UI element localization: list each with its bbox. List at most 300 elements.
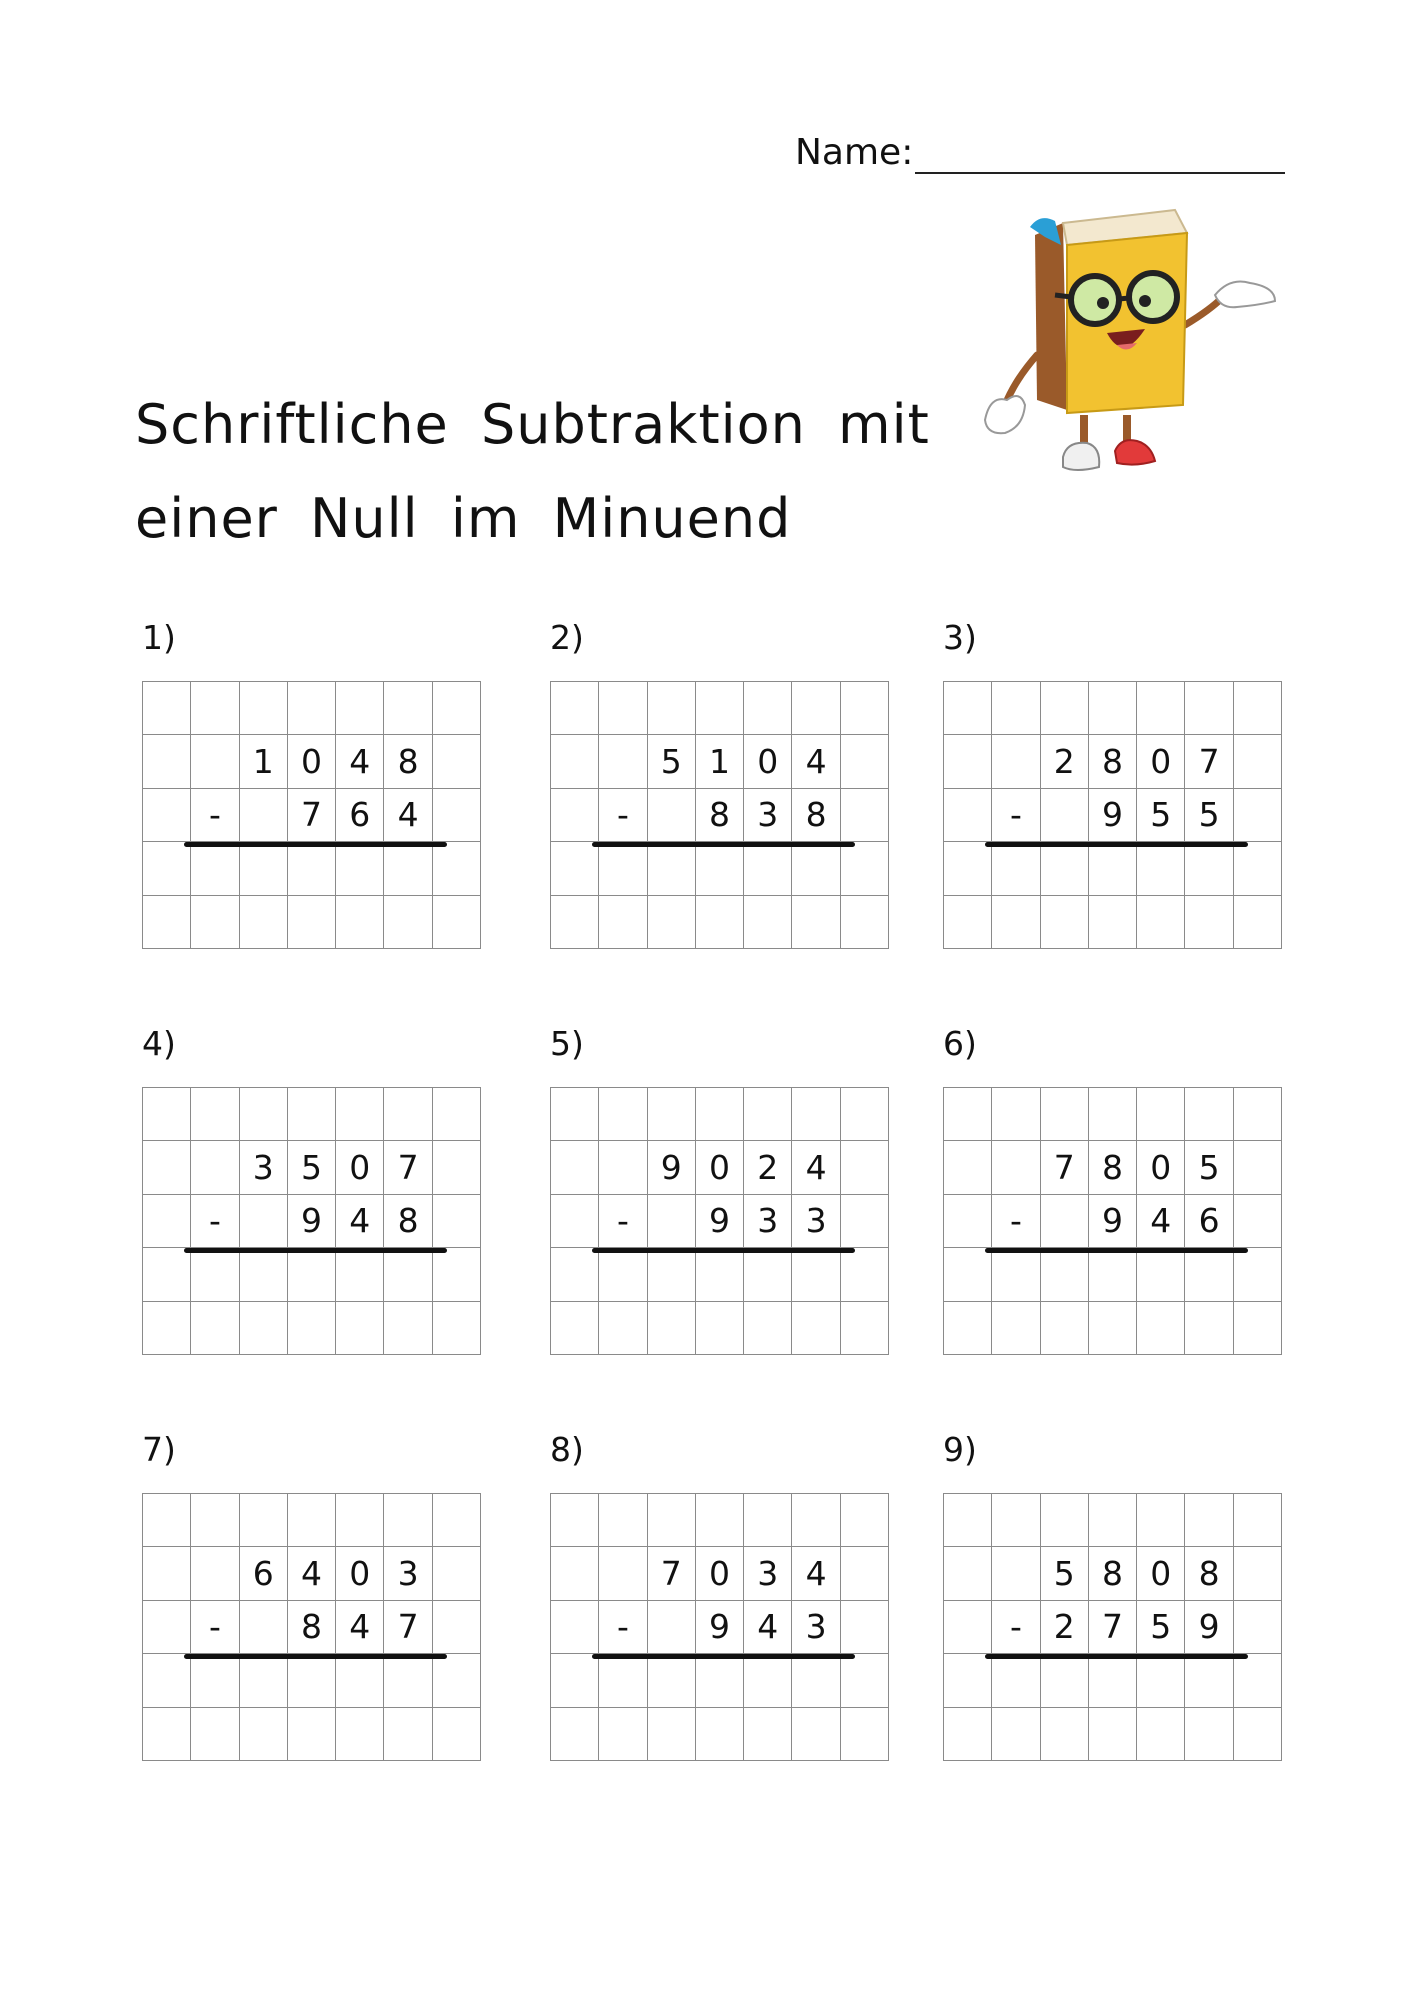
minuend-digit-cell[interactable]: 8 (1089, 1547, 1137, 1600)
subtrahend-digit-cell[interactable] (1041, 789, 1089, 842)
minuend-digit-cell[interactable] (944, 1141, 992, 1194)
answer-cell[interactable] (841, 1302, 889, 1355)
answer-cell[interactable] (551, 1248, 599, 1301)
answer-cell[interactable] (143, 1248, 191, 1301)
answer-cell[interactable] (744, 1654, 792, 1707)
minuend-digit-cell[interactable]: 0 (1137, 735, 1185, 788)
answer-cell[interactable] (143, 1302, 191, 1355)
answer-cell[interactable] (1234, 1248, 1282, 1301)
grid-cell[interactable] (696, 682, 744, 735)
subtrahend-digit-cell[interactable]: 9 (1089, 789, 1137, 842)
subtrahend-digit-cell[interactable]: 9 (288, 1195, 336, 1248)
minuend-digit-cell[interactable] (1234, 1141, 1282, 1194)
answer-cell[interactable] (599, 1708, 647, 1761)
minuend-digit-cell[interactable]: 2 (1041, 735, 1089, 788)
answer-cell[interactable] (1089, 896, 1137, 949)
answer-cell[interactable] (288, 1708, 336, 1761)
grid-cell[interactable] (944, 1494, 992, 1547)
answer-cell[interactable] (551, 1654, 599, 1707)
minuend-digit-cell[interactable]: 0 (288, 735, 336, 788)
minuend-digit-cell[interactable] (143, 1141, 191, 1194)
minuend-digit-cell[interactable]: 4 (792, 1141, 840, 1194)
subtrahend-digit-cell[interactable]: 9 (1185, 1601, 1233, 1654)
minuend-digit-cell[interactable] (433, 735, 481, 788)
subtrahend-digit-cell[interactable] (1234, 1195, 1282, 1248)
answer-cell[interactable] (696, 1248, 744, 1301)
minuend-digit-cell[interactable] (551, 1547, 599, 1600)
answer-cell[interactable] (1137, 1654, 1185, 1707)
minuend-digit-cell[interactable] (599, 735, 647, 788)
answer-cell[interactable] (1137, 1302, 1185, 1355)
answer-cell[interactable] (648, 896, 696, 949)
answer-cell[interactable] (336, 896, 384, 949)
answer-cell[interactable] (599, 1248, 647, 1301)
grid-cell[interactable] (1089, 682, 1137, 735)
answer-cell[interactable] (792, 1248, 840, 1301)
answer-cell[interactable] (944, 1248, 992, 1301)
answer-cell[interactable] (744, 1708, 792, 1761)
grid-cell[interactable] (792, 682, 840, 735)
minuend-digit-cell[interactable]: 7 (1041, 1141, 1089, 1194)
answer-cell[interactable] (744, 842, 792, 895)
grid-cell[interactable] (792, 1088, 840, 1141)
minuend-digit-cell[interactable]: 1 (696, 735, 744, 788)
subtrahend-digit-cell[interactable]: 7 (1089, 1601, 1137, 1654)
minus-sign-cell[interactable]: - (599, 1195, 647, 1248)
minuend-digit-cell[interactable] (433, 1141, 481, 1194)
subtrahend-digit-cell[interactable] (944, 789, 992, 842)
minus-sign-cell[interactable]: - (191, 789, 239, 842)
grid-cell[interactable] (1234, 1494, 1282, 1547)
grid-cell[interactable] (191, 1088, 239, 1141)
answer-cell[interactable] (944, 842, 992, 895)
grid-cell[interactable] (744, 682, 792, 735)
answer-cell[interactable] (336, 1302, 384, 1355)
grid-cell[interactable] (288, 682, 336, 735)
grid-cell[interactable] (841, 1088, 889, 1141)
answer-cell[interactable] (944, 896, 992, 949)
minuend-digit-cell[interactable] (143, 735, 191, 788)
answer-cell[interactable] (1234, 842, 1282, 895)
grid-cell[interactable] (841, 682, 889, 735)
subtrahend-digit-cell[interactable] (1041, 1195, 1089, 1248)
answer-cell[interactable] (240, 1302, 288, 1355)
answer-cell[interactable] (1185, 896, 1233, 949)
minuend-digit-cell[interactable]: 0 (1137, 1547, 1185, 1600)
answer-cell[interactable] (433, 842, 481, 895)
minuend-digit-cell[interactable]: 0 (336, 1141, 384, 1194)
answer-cell[interactable] (1041, 1708, 1089, 1761)
grid-cell[interactable] (992, 1494, 1040, 1547)
subtrahend-digit-cell[interactable] (648, 1195, 696, 1248)
answer-cell[interactable] (288, 1248, 336, 1301)
minuend-digit-cell[interactable] (841, 1547, 889, 1600)
answer-cell[interactable] (191, 1302, 239, 1355)
answer-cell[interactable] (1089, 1248, 1137, 1301)
answer-cell[interactable] (1185, 842, 1233, 895)
minuend-digit-cell[interactable]: 5 (1041, 1547, 1089, 1600)
minuend-digit-cell[interactable] (841, 735, 889, 788)
minuend-digit-cell[interactable] (1234, 735, 1282, 788)
grid-cell[interactable] (1234, 1088, 1282, 1141)
answer-cell[interactable] (992, 1708, 1040, 1761)
grid-cell[interactable] (1185, 1088, 1233, 1141)
answer-cell[interactable] (1089, 1302, 1137, 1355)
grid-cell[interactable] (1041, 682, 1089, 735)
minuend-digit-cell[interactable]: 0 (696, 1547, 744, 1600)
subtrahend-digit-cell[interactable]: 6 (1185, 1195, 1233, 1248)
grid-cell[interactable] (744, 1088, 792, 1141)
minuend-digit-cell[interactable]: 4 (336, 735, 384, 788)
answer-cell[interactable] (599, 842, 647, 895)
subtrahend-digit-cell[interactable] (944, 1195, 992, 1248)
subtrahend-digit-cell[interactable]: 7 (288, 789, 336, 842)
answer-cell[interactable] (1234, 1302, 1282, 1355)
subtrahend-digit-cell[interactable] (648, 1601, 696, 1654)
minus-sign-cell[interactable]: - (599, 789, 647, 842)
subtrahend-digit-cell[interactable] (143, 1601, 191, 1654)
minuend-digit-cell[interactable]: 7 (1185, 735, 1233, 788)
grid-cell[interactable] (143, 1088, 191, 1141)
answer-cell[interactable] (792, 1302, 840, 1355)
subtrahend-digit-cell[interactable] (143, 789, 191, 842)
subtrahend-digit-cell[interactable]: 8 (384, 1195, 432, 1248)
answer-cell[interactable] (792, 896, 840, 949)
minus-sign-cell[interactable]: - (191, 1601, 239, 1654)
answer-cell[interactable] (696, 842, 744, 895)
grid-cell[interactable] (599, 1494, 647, 1547)
grid-cell[interactable] (944, 682, 992, 735)
answer-cell[interactable] (1137, 1248, 1185, 1301)
minuend-digit-cell[interactable]: 8 (1089, 1141, 1137, 1194)
answer-cell[interactable] (143, 896, 191, 949)
minuend-digit-cell[interactable] (992, 1547, 1040, 1600)
minuend-digit-cell[interactable]: 3 (384, 1547, 432, 1600)
grid-cell[interactable] (599, 682, 647, 735)
minuend-digit-cell[interactable]: 7 (384, 1141, 432, 1194)
subtrahend-digit-cell[interactable]: 8 (288, 1601, 336, 1654)
grid-cell[interactable] (744, 1494, 792, 1547)
subtrahend-digit-cell[interactable]: 8 (696, 789, 744, 842)
minuend-digit-cell[interactable] (551, 1141, 599, 1194)
minus-sign-cell[interactable]: - (992, 1195, 1040, 1248)
subtrahend-digit-cell[interactable] (841, 1195, 889, 1248)
grid-cell[interactable] (944, 1088, 992, 1141)
grid-cell[interactable] (288, 1088, 336, 1141)
minuend-digit-cell[interactable] (992, 1141, 1040, 1194)
subtrahend-digit-cell[interactable]: 6 (336, 789, 384, 842)
answer-cell[interactable] (1137, 896, 1185, 949)
grid-cell[interactable] (1234, 682, 1282, 735)
answer-cell[interactable] (1137, 842, 1185, 895)
answer-cell[interactable] (240, 1708, 288, 1761)
answer-cell[interactable] (288, 1654, 336, 1707)
answer-cell[interactable] (143, 1654, 191, 1707)
minuend-digit-cell[interactable]: 4 (792, 1547, 840, 1600)
answer-cell[interactable] (288, 896, 336, 949)
answer-cell[interactable] (1234, 896, 1282, 949)
subtrahend-digit-cell[interactable]: 9 (696, 1601, 744, 1654)
minuend-digit-cell[interactable]: 8 (384, 735, 432, 788)
grid-cell[interactable] (384, 1494, 432, 1547)
subtrahend-digit-cell[interactable] (551, 1195, 599, 1248)
subtrahend-digit-cell[interactable] (433, 789, 481, 842)
grid-cell[interactable] (1089, 1088, 1137, 1141)
answer-cell[interactable] (143, 1708, 191, 1761)
minuend-digit-cell[interactable]: 3 (240, 1141, 288, 1194)
minuend-digit-cell[interactable] (599, 1547, 647, 1600)
answer-cell[interactable] (792, 1654, 840, 1707)
grid-cell[interactable] (240, 1494, 288, 1547)
answer-cell[interactable] (336, 842, 384, 895)
grid-cell[interactable] (1137, 1494, 1185, 1547)
minuend-digit-cell[interactable] (433, 1547, 481, 1600)
answer-cell[interactable] (841, 896, 889, 949)
answer-cell[interactable] (992, 1302, 1040, 1355)
subtrahend-digit-cell[interactable] (1234, 789, 1282, 842)
grid-cell[interactable] (648, 1088, 696, 1141)
minuend-digit-cell[interactable] (143, 1547, 191, 1600)
answer-cell[interactable] (648, 1302, 696, 1355)
minuend-digit-cell[interactable]: 3 (744, 1547, 792, 1600)
minuend-digit-cell[interactable] (944, 735, 992, 788)
answer-cell[interactable] (841, 1708, 889, 1761)
subtrahend-digit-cell[interactable]: 4 (1137, 1195, 1185, 1248)
subtrahend-digit-cell[interactable] (240, 1601, 288, 1654)
grid-cell[interactable] (433, 682, 481, 735)
minuend-digit-cell[interactable] (841, 1141, 889, 1194)
minuend-digit-cell[interactable]: 4 (288, 1547, 336, 1600)
answer-cell[interactable] (841, 1654, 889, 1707)
minuend-digit-cell[interactable]: 5 (648, 735, 696, 788)
grid-cell[interactable] (191, 682, 239, 735)
answer-cell[interactable] (696, 1302, 744, 1355)
answer-cell[interactable] (191, 1654, 239, 1707)
grid-cell[interactable] (1041, 1494, 1089, 1547)
minuend-digit-cell[interactable]: 2 (744, 1141, 792, 1194)
answer-cell[interactable] (240, 1654, 288, 1707)
answer-cell[interactable] (1234, 1708, 1282, 1761)
grid-cell[interactable] (1137, 682, 1185, 735)
minuend-digit-cell[interactable] (992, 735, 1040, 788)
minuend-digit-cell[interactable] (191, 1547, 239, 1600)
answer-cell[interactable] (599, 1654, 647, 1707)
grid-cell[interactable] (696, 1088, 744, 1141)
answer-cell[interactable] (696, 896, 744, 949)
minuend-digit-cell[interactable]: 0 (744, 735, 792, 788)
grid-cell[interactable] (336, 1494, 384, 1547)
answer-cell[interactable] (551, 1302, 599, 1355)
minuend-digit-cell[interactable]: 7 (648, 1547, 696, 1600)
grid-cell[interactable] (143, 1494, 191, 1547)
minuend-digit-cell[interactable]: 0 (696, 1141, 744, 1194)
subtrahend-digit-cell[interactable] (1234, 1601, 1282, 1654)
answer-cell[interactable] (648, 842, 696, 895)
answer-cell[interactable] (336, 1248, 384, 1301)
minuend-digit-cell[interactable]: 9 (648, 1141, 696, 1194)
answer-cell[interactable] (191, 896, 239, 949)
grid-cell[interactable] (551, 1494, 599, 1547)
minus-sign-cell[interactable]: - (599, 1601, 647, 1654)
subtrahend-digit-cell[interactable]: 7 (384, 1601, 432, 1654)
answer-cell[interactable] (1041, 896, 1089, 949)
answer-cell[interactable] (143, 842, 191, 895)
subtrahend-digit-cell[interactable]: 5 (1137, 1601, 1185, 1654)
grid-cell[interactable] (240, 682, 288, 735)
grid-cell[interactable] (1137, 1088, 1185, 1141)
answer-cell[interactable] (792, 1708, 840, 1761)
subtrahend-digit-cell[interactable] (240, 1195, 288, 1248)
answer-cell[interactable] (648, 1708, 696, 1761)
answer-cell[interactable] (433, 1248, 481, 1301)
answer-cell[interactable] (288, 1302, 336, 1355)
answer-cell[interactable] (384, 1708, 432, 1761)
answer-cell[interactable] (992, 842, 1040, 895)
grid-cell[interactable] (433, 1088, 481, 1141)
answer-cell[interactable] (240, 896, 288, 949)
answer-cell[interactable] (1041, 842, 1089, 895)
minuend-digit-cell[interactable]: 6 (240, 1547, 288, 1600)
answer-cell[interactable] (744, 1248, 792, 1301)
answer-cell[interactable] (384, 1248, 432, 1301)
minuend-digit-cell[interactable]: 1 (240, 735, 288, 788)
answer-cell[interactable] (696, 1654, 744, 1707)
answer-cell[interactable] (551, 1708, 599, 1761)
subtrahend-digit-cell[interactable] (240, 789, 288, 842)
subtrahend-digit-cell[interactable]: 3 (744, 1195, 792, 1248)
subtrahend-digit-cell[interactable]: 9 (696, 1195, 744, 1248)
answer-cell[interactable] (992, 1248, 1040, 1301)
grid-cell[interactable] (1185, 682, 1233, 735)
grid-cell[interactable] (551, 1088, 599, 1141)
grid-cell[interactable] (648, 682, 696, 735)
minuend-digit-cell[interactable]: 5 (1185, 1141, 1233, 1194)
answer-cell[interactable] (1041, 1302, 1089, 1355)
answer-cell[interactable] (1041, 1654, 1089, 1707)
grid-cell[interactable] (288, 1494, 336, 1547)
minuend-digit-cell[interactable] (944, 1547, 992, 1600)
answer-cell[interactable] (433, 1654, 481, 1707)
grid-cell[interactable] (599, 1088, 647, 1141)
minuend-digit-cell[interactable]: 8 (1185, 1547, 1233, 1600)
answer-cell[interactable] (944, 1302, 992, 1355)
subtrahend-digit-cell[interactable]: 3 (792, 1195, 840, 1248)
answer-cell[interactable] (240, 842, 288, 895)
subtrahend-digit-cell[interactable]: 2 (1041, 1601, 1089, 1654)
answer-cell[interactable] (992, 1654, 1040, 1707)
answer-cell[interactable] (696, 1708, 744, 1761)
subtrahend-digit-cell[interactable]: 4 (336, 1601, 384, 1654)
subtrahend-digit-cell[interactable]: 3 (744, 789, 792, 842)
subtrahend-digit-cell[interactable] (433, 1601, 481, 1654)
grid-cell[interactable] (1185, 1494, 1233, 1547)
minuend-digit-cell[interactable]: 8 (1089, 735, 1137, 788)
subtrahend-digit-cell[interactable]: 5 (1185, 789, 1233, 842)
answer-cell[interactable] (1089, 1708, 1137, 1761)
grid-cell[interactable] (792, 1494, 840, 1547)
minuend-digit-cell[interactable] (551, 735, 599, 788)
answer-cell[interactable] (944, 1708, 992, 1761)
answer-cell[interactable] (1137, 1708, 1185, 1761)
minuend-digit-cell[interactable] (191, 1141, 239, 1194)
subtrahend-digit-cell[interactable] (648, 789, 696, 842)
subtrahend-digit-cell[interactable] (841, 1601, 889, 1654)
name-input-line[interactable] (915, 172, 1285, 174)
grid-cell[interactable] (841, 1494, 889, 1547)
answer-cell[interactable] (744, 1302, 792, 1355)
grid-cell[interactable] (384, 1088, 432, 1141)
subtrahend-digit-cell[interactable]: 9 (1089, 1195, 1137, 1248)
minuend-digit-cell[interactable]: 0 (336, 1547, 384, 1600)
grid-cell[interactable] (384, 682, 432, 735)
subtrahend-digit-cell[interactable]: 4 (384, 789, 432, 842)
answer-cell[interactable] (992, 896, 1040, 949)
grid-cell[interactable] (336, 1088, 384, 1141)
answer-cell[interactable] (384, 1302, 432, 1355)
answer-cell[interactable] (599, 1302, 647, 1355)
minuend-digit-cell[interactable]: 5 (288, 1141, 336, 1194)
subtrahend-digit-cell[interactable]: 8 (792, 789, 840, 842)
minuend-digit-cell[interactable]: 0 (1137, 1141, 1185, 1194)
minuend-digit-cell[interactable] (1234, 1547, 1282, 1600)
answer-cell[interactable] (1234, 1654, 1282, 1707)
grid-cell[interactable] (696, 1494, 744, 1547)
minus-sign-cell[interactable]: - (191, 1195, 239, 1248)
answer-cell[interactable] (433, 896, 481, 949)
answer-cell[interactable] (648, 1248, 696, 1301)
grid-cell[interactable] (1089, 1494, 1137, 1547)
answer-cell[interactable] (384, 896, 432, 949)
grid-cell[interactable] (143, 682, 191, 735)
minus-sign-cell[interactable]: - (992, 1601, 1040, 1654)
subtrahend-digit-cell[interactable] (551, 1601, 599, 1654)
answer-cell[interactable] (1089, 842, 1137, 895)
grid-cell[interactable] (992, 1088, 1040, 1141)
answer-cell[interactable] (1185, 1708, 1233, 1761)
answer-cell[interactable] (240, 1248, 288, 1301)
minuend-digit-cell[interactable] (191, 735, 239, 788)
answer-cell[interactable] (841, 842, 889, 895)
subtrahend-digit-cell[interactable]: 5 (1137, 789, 1185, 842)
subtrahend-digit-cell[interactable] (841, 789, 889, 842)
grid-cell[interactable] (992, 682, 1040, 735)
subtrahend-digit-cell[interactable]: 4 (744, 1601, 792, 1654)
grid-cell[interactable] (648, 1494, 696, 1547)
answer-cell[interactable] (1089, 1654, 1137, 1707)
answer-cell[interactable] (1185, 1654, 1233, 1707)
answer-cell[interactable] (792, 842, 840, 895)
answer-cell[interactable] (944, 1654, 992, 1707)
answer-cell[interactable] (841, 1248, 889, 1301)
answer-cell[interactable] (433, 1708, 481, 1761)
answer-cell[interactable] (191, 1708, 239, 1761)
subtrahend-digit-cell[interactable]: 4 (336, 1195, 384, 1248)
grid-cell[interactable] (551, 682, 599, 735)
answer-cell[interactable] (1041, 1248, 1089, 1301)
answer-cell[interactable] (433, 1302, 481, 1355)
grid-cell[interactable] (336, 682, 384, 735)
minuend-digit-cell[interactable]: 4 (792, 735, 840, 788)
answer-cell[interactable] (288, 842, 336, 895)
grid-cell[interactable] (433, 1494, 481, 1547)
answer-cell[interactable] (648, 1654, 696, 1707)
answer-cell[interactable] (551, 896, 599, 949)
grid-cell[interactable] (240, 1088, 288, 1141)
subtrahend-digit-cell[interactable] (143, 1195, 191, 1248)
answer-cell[interactable] (191, 842, 239, 895)
answer-cell[interactable] (336, 1708, 384, 1761)
answer-cell[interactable] (599, 896, 647, 949)
